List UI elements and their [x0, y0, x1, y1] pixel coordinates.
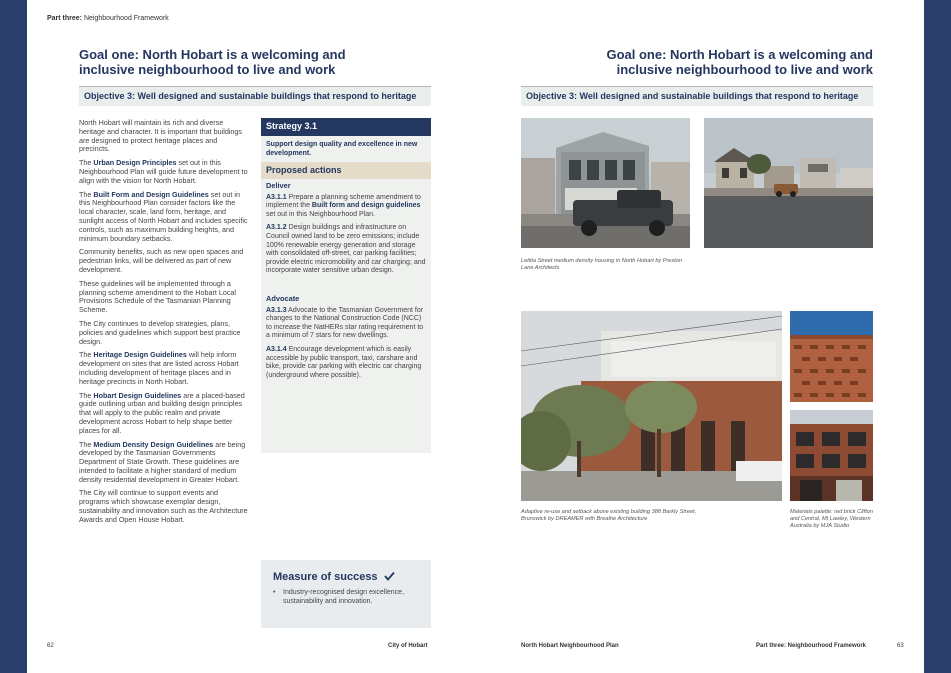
action-a313: A3.1.3 Advocate to the Tasmanian Government for changes to the National Construction Code (NCC) to increase the NatHERs star rating requirement to a minimum of 7 stars for new dwellings. — [266, 306, 424, 340]
caption-letitia-street: Letitia Street medium density housing in North Hobart by Preston Lane Architects — [521, 258, 683, 271]
page-number-right: 63 — [897, 643, 904, 649]
document-spread — [27, 0, 924, 673]
photo-brick-texture — [790, 311, 873, 402]
objective-bar-right: Objective 3: Well designed and sustainable buildings that respond to heritage — [521, 86, 873, 106]
footer-right-title: North Hobart Neighbourhood Plan — [521, 643, 619, 649]
measure-item: • Industry-recognised design excellence, sustainability and innovation. — [273, 589, 405, 605]
action-a311: A3.1.1 Prepare a planning scheme amendment to implement the Built form and design guidelines set out in this Neighbourhood Plan. — [266, 193, 421, 218]
body-paragraph: Community benefits, such as new open spaces and pedestrian links, will be delivered as part of new development. — [79, 247, 244, 274]
footer-left: City of Hobart — [388, 643, 428, 649]
photo-brick-apartment — [790, 410, 873, 501]
caption-barkly-street: Adaptive re-use and setback above existing building 388 Barkly Street, Brunswick by DREAMER with Breathe Architecture — [521, 509, 697, 522]
actions-list — [261, 179, 431, 380]
body-paragraph: The City continues to develop strategies, plans, policies and guidelines which support best practice design. — [79, 318, 241, 346]
body-paragraph: These guidelines will be implemented through a planning scheme amendment to the Hobart Local Provisions Schedule of the Tasmanian Planning Scheme. — [79, 278, 237, 315]
goal-title-left: Goal one: North Hobart is a welcoming and inclusive neighbourhood to live and work — [79, 47, 346, 77]
photo-street-houses — [704, 118, 873, 248]
proposed-actions-title: Proposed actions — [261, 162, 431, 179]
measure-title: Measure of success — [273, 571, 395, 583]
body-paragraph: The Heritage Design Guidelines will help inform development on sites that are listed across Hobart including development of heritage places and in heritage precincts in North Hobart. — [79, 350, 239, 386]
advocate-label: Advocate — [266, 293, 300, 303]
strategy-text: Support design quality and excellence in new development. — [266, 141, 418, 157]
measure-list — [273, 589, 423, 606]
footer-right-section: Part three: Neighbourhood Framework — [756, 643, 867, 649]
strategy-title: Strategy 3.1 — [261, 118, 431, 136]
objective-bar-left: Objective 3: Well designed and sustainable buildings that respond to heritage — [79, 86, 431, 106]
photo-barkly-street — [521, 311, 782, 501]
goal-title-right: Goal one: North Hobart is a welcoming and inclusive neighbourhood to live and work — [606, 47, 873, 77]
body-paragraph: The City will continue to support events and programs which showcase exemplar design, sustainability and innovation such as the Architecture Awards and Open House Hobart. — [79, 488, 248, 524]
deliver-label: Deliver — [266, 181, 291, 190]
measure-of-success-box — [261, 560, 431, 628]
check-icon — [384, 571, 395, 581]
action-a312: A3.1.2 Design buildings and infrastructure on Council owned land to be zero emissions; include 100% renewable energy generation and storage with consolidated off-street, car parking facilities; provide electric micromobility and car charging; and incorporate water sensitive urban design. — [266, 224, 426, 275]
body-paragraph: The Hobart Design Guidelines are a placed-based guide outlining urban and building design principles that will apply to the public realm and private development across Hobart to help shape better places for all. — [79, 390, 245, 435]
photo-letitia-street — [521, 118, 690, 248]
body-text — [79, 119, 249, 530]
action-a314: A3.1.4 Encourage development which is easily accessible by public transport, taxi, carshare and bike, provide car parking with electric car charging (underground where possible). — [266, 345, 422, 379]
caption-materials: Materials palette: red brick Clifton and Central, Mt Lawley, Western Australia by MJA Studio — [790, 509, 874, 529]
section-header: Part three: Neighbourhood Framework — [47, 15, 169, 22]
strategy-panel — [261, 118, 431, 453]
body-paragraph: The Urban Design Principles set out in this Neighbourhood Plan will guide future development to align with the vision for North Hobart. — [79, 158, 248, 185]
body-paragraph: The Medium Density Design Guidelines are being developed by the Tasmanian Governments Department of State Growth. These guidelines are intended to facilitate a higher standard of medium density residential development in Greater Hobart. — [79, 439, 246, 484]
body-paragraph: North Hobart will maintain its rich and diverse heritage and character. It is important that buildings are designed to protect heritage places and precincts. — [79, 118, 243, 154]
page-number-left: 62 — [47, 643, 54, 649]
body-paragraph: The Built Form and Design Guidelines set out in this Neighbourhood Plan consider factors like the local character, scale, land form, heritage, and sunlight access of North Hobart and includes specific controls, such as maximum building heights, and minimum boundary setbacks. — [79, 189, 248, 243]
